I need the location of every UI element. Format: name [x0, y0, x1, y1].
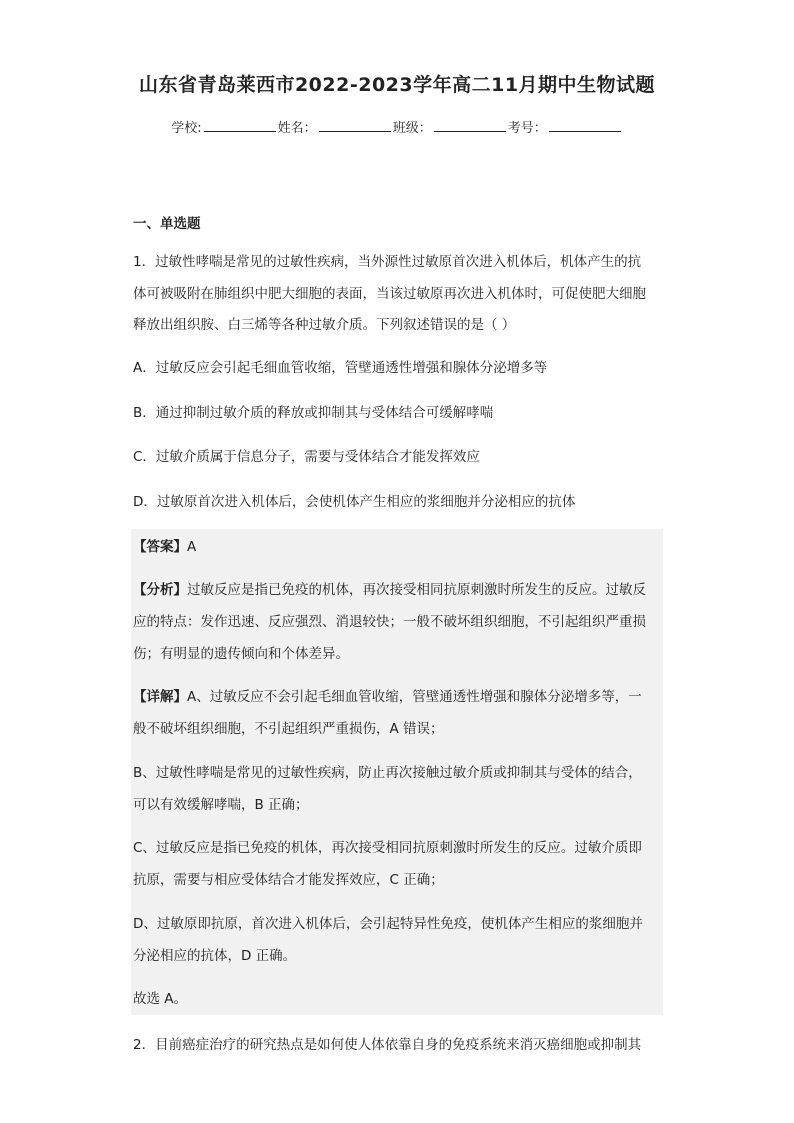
answer-line [133, 539, 663, 555]
student-info-line [0, 117, 794, 136]
detail-tag: 【详解】 [133, 689, 187, 705]
analysis-text: 过敏反应是指已免疫的机体，再次接受相同抗原刺激时所发生的反应。过敏反 [187, 582, 646, 598]
analysis-line [133, 582, 663, 598]
answer-value: A [187, 539, 197, 555]
answer-tag: 【答案】 [133, 539, 187, 555]
class-blank[interactable] [434, 119, 506, 132]
question1-option-c: C．过敏介质属于信息分子，需要与受体结合才能发挥效应 [133, 449, 480, 465]
question2-stem-line: 2．目前癌症治疗的研究热点是如何使人体依靠自身的免疫系统来消灭癌细胞或抑制其 [133, 1037, 642, 1053]
analysis-tag: 【分析】 [133, 582, 187, 598]
exam-title: 山东省青岛莱西市2022-2023学年高二11月期中生物试题 [138, 74, 656, 96]
detail-line: D、过敏原即抗原，首次进入机体后，会引起特异性免疫，使机体产生相应的浆细胞并 [133, 916, 643, 932]
conclusion-line: 故选 A。 [133, 991, 188, 1007]
detail-line: 可以有效缓解哮喘，B 正确； [133, 797, 309, 813]
exam-no-label: 考号： [507, 121, 547, 136]
question1-stem-line: 释放出组织胺、白三烯等各种过敏介质。下列叙述错误的是（ ） [133, 317, 516, 333]
name-blank[interactable] [319, 119, 391, 132]
school-blank[interactable] [204, 119, 276, 132]
analysis-line: 伤；有明显的遗传倾向和个体差异。 [133, 646, 349, 662]
detail-line [133, 689, 663, 705]
section-heading: 一、单选题 [133, 216, 201, 232]
question1-stem-line: 体可被吸附在肺组织中肥大细胞的表面，当该过敏原再次进入机体时，可促使肥大细胞 [133, 286, 646, 302]
detail-line: 分泌相应的抗体，D 正确。 [133, 948, 297, 964]
detail-line: B、过敏性哮喘是常见的过敏性疾病，防止再次接触过敏介质或抑制其与受体的结合， [133, 765, 642, 781]
exam-no-blank[interactable] [549, 119, 621, 132]
question1-option-b: B．通过抑制过敏介质的释放或抑制其与受体结合可缓解哮喘 [133, 405, 494, 421]
detail-line: C、过敏反应是指已免疫的机体，再次接受相同抗原刺激时所发生的反应。过敏介质即 [133, 840, 642, 856]
detail-text: A、过敏反应不会引起毛细血管收缩，管壁通透性增强和腺体分泌增多等，一 [187, 689, 642, 705]
class-label: 班级： [392, 121, 432, 136]
question1-stem-line: 1．过敏性哮喘是常见的过敏性疾病，当外源性过敏原首次进入机体后，机体产生的抗 [133, 254, 642, 270]
name-label: 姓名： [277, 121, 317, 136]
analysis-line: 应的特点：发作迅速、反应强烈、消退较快；一般不破坏组织细胞，不引起组织严重损 [133, 614, 646, 630]
detail-line: 般不破坏组织细胞，不引起组织严重损伤，A 错误； [133, 721, 444, 737]
question1-option-a: A．过敏反应会引起毛细血管收缩，管壁通透性增强和腺体分泌增多等 [133, 360, 548, 376]
detail-line: 抗原，需要与相应受体结合才能发挥效应，C 正确； [133, 872, 444, 888]
question1-option-d: D．过敏原首次进入机体后，会使机体产生相应的浆细胞并分泌相应的抗体 [133, 494, 576, 510]
school-label: 学校: [171, 121, 202, 136]
